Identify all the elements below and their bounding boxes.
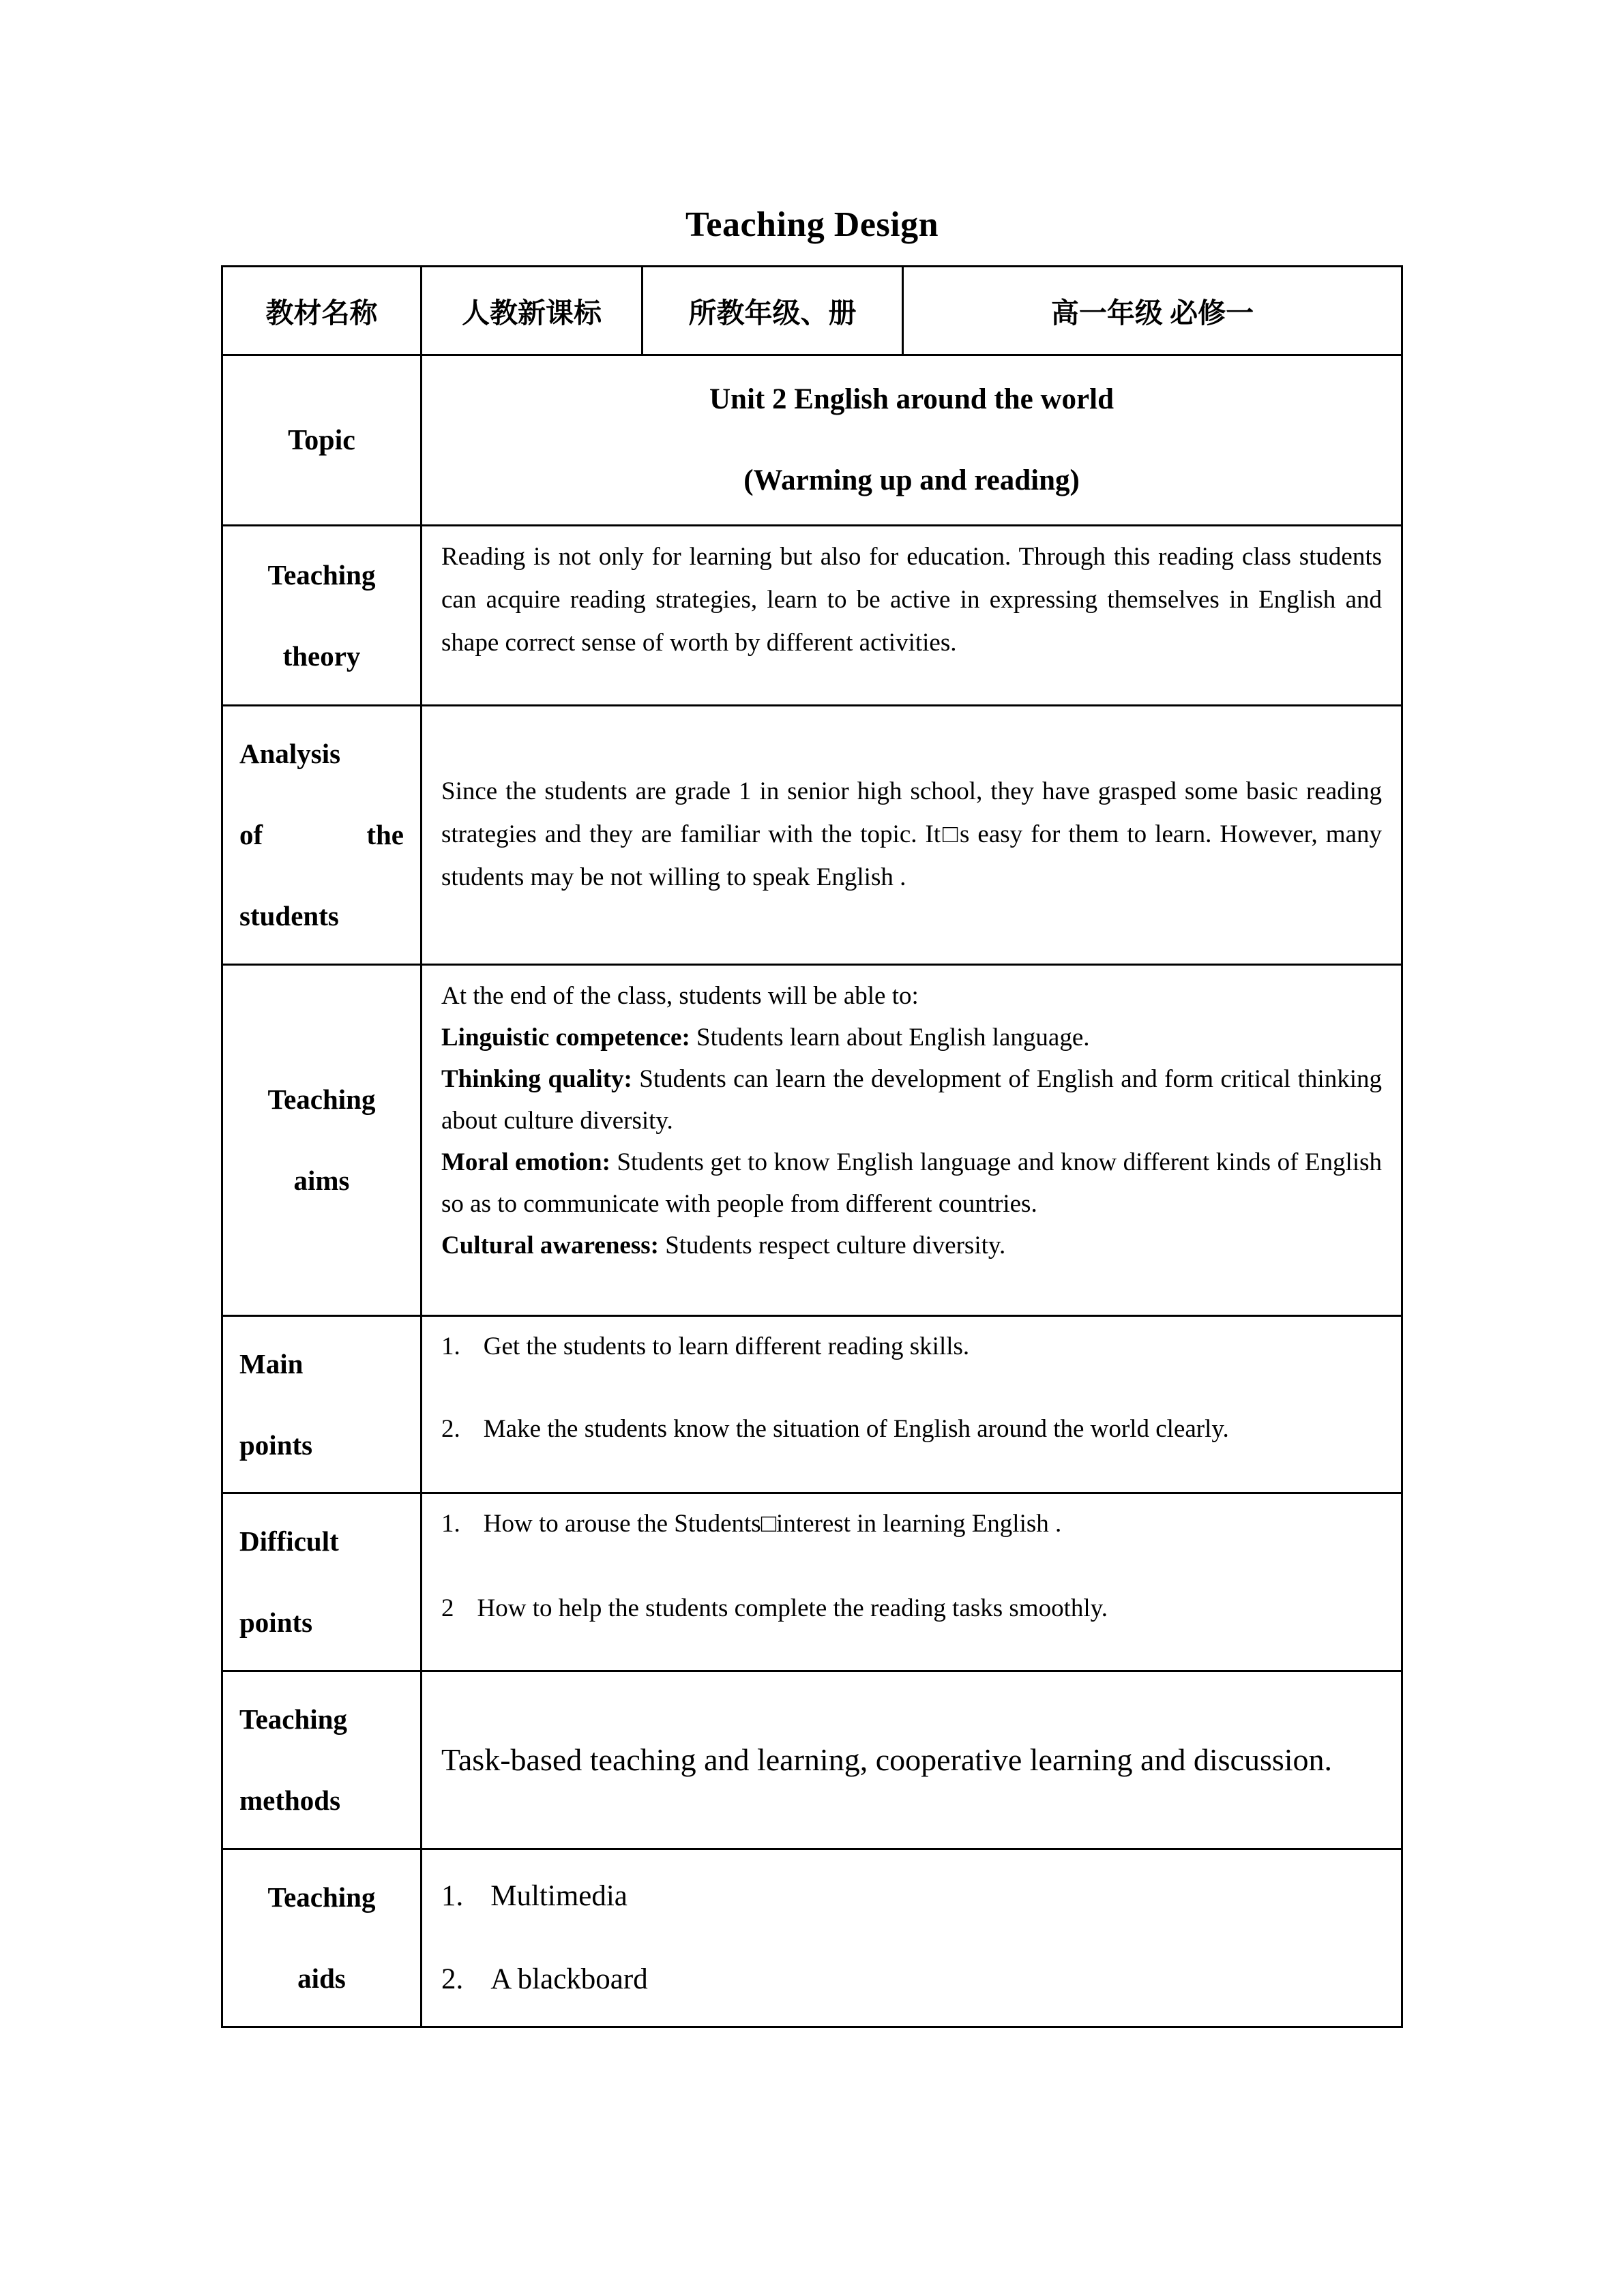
difficult-points-label-line-2: points [239, 1607, 313, 1639]
aims-item-moral-text: Students get to know English language and know different kinds of English so as to communicate with people from different countries. [441, 1148, 1382, 1218]
main-point-2-text: Make the students know the situation of English around the world clearly. [483, 1414, 1229, 1443]
difficult-point-1-number: 1. [441, 1510, 460, 1538]
table-row-teaching-theory [222, 526, 1402, 706]
cell-theory-content [422, 526, 1402, 706]
cell-topic-label: Topic [222, 355, 422, 526]
cell-main-points-label [222, 1315, 422, 1493]
aims-label-line-1: Teaching [267, 1083, 376, 1115]
theory-label-line-2: theory [282, 640, 361, 672]
table-row-teaching-aids [222, 1849, 1402, 2027]
cell-difficult-points-label [222, 1493, 422, 1671]
aims-item-moral [441, 1142, 1382, 1225]
cell-analysis-label [222, 706, 422, 965]
difficult-point-1-text: How to arouse the Students□interest in learning English . [483, 1510, 1062, 1538]
theory-paragraph: Reading is not only for learning but also for education. Through this reading class students can acquire reading strategies, learn to be active in expressing themselves in English and shape correct sense of worth by different activities. [441, 543, 1382, 657]
cell-aids-label [222, 1849, 422, 2027]
difficult-point-2-number: 2 [441, 1594, 454, 1622]
main-point-2 [441, 1409, 1382, 1449]
analysis-label-line-2 [239, 794, 404, 876]
cell-aims-label [222, 964, 422, 1315]
aids-label-line-1: Teaching [267, 1881, 376, 1913]
cell-difficult-points-content [422, 1493, 1402, 1671]
methods-label-line-1: Teaching [239, 1703, 347, 1735]
difficult-point-2-text: How to help the students complete the reading tasks smoothly. [477, 1594, 1108, 1622]
cell-grade-value: 高一年级 必修一 [903, 267, 1402, 355]
table-row-teaching-methods [222, 1671, 1402, 1849]
table-row-topic [222, 355, 1402, 526]
table-row-main-points [222, 1315, 1402, 1493]
aid-item-2-number: 2. [441, 1963, 464, 1995]
cell-textbook-name-value: 人教新课标 [422, 267, 643, 355]
topic-line-2: (Warming up and reading) [743, 464, 1080, 496]
aims-item-thinking-text: Students can learn the development of English and form critical thinking about culture diversity. [441, 1064, 1382, 1135]
difficult-points-label-line-1: Difficult [239, 1525, 339, 1557]
aids-label-line-2: aids [297, 1962, 346, 1994]
table-row-teaching-aims [222, 964, 1402, 1315]
analysis-paragraph: Since the students are grade 1 in senior high school, they have grasped some basic reading strategies and they are familiar with the topic. It□s easy for them to learn. However, many students may be not willing to speak English . [441, 777, 1382, 891]
aims-item-moral-heading: Moral emotion: [441, 1148, 610, 1176]
aims-item-linguistic-text: Students learn about English language. [690, 1023, 1090, 1052]
cell-aims-content [422, 964, 1402, 1315]
table-row-difficult-points [222, 1493, 1402, 1671]
aims-item-cultural-heading: Cultural awareness: [441, 1231, 659, 1259]
topic-line-1: Unit 2 English around the world [709, 383, 1114, 416]
aims-item-cultural-text: Students respect culture diversity. [658, 1231, 1006, 1259]
aid-item-1-number: 1. [441, 1879, 464, 1912]
aid-item-1 [441, 1876, 1382, 1917]
table-row-textbook [222, 267, 1402, 355]
cell-topic-content [422, 355, 1402, 526]
analysis-label-of: of [239, 818, 263, 850]
aims-intro: At the end of the class, students will be able to: [441, 981, 919, 1010]
cell-analysis-content [422, 706, 1402, 965]
methods-paragraph: Task-based teaching and learning, cooperative learning and discussion. [441, 1742, 1333, 1778]
table-row-analysis [222, 706, 1402, 965]
cell-methods-content [422, 1671, 1402, 1849]
difficult-point-1 [441, 1504, 1382, 1544]
aims-item-linguistic-heading: Linguistic competence: [441, 1023, 690, 1052]
aid-item-1-text: Multimedia [490, 1879, 628, 1912]
cell-methods-label [222, 1671, 422, 1849]
aims-item-cultural [441, 1225, 1382, 1266]
methods-label-line-2: methods [239, 1785, 341, 1817]
analysis-label-the: the [366, 818, 404, 850]
aims-item-thinking [441, 1058, 1382, 1142]
cell-aids-content [422, 1849, 1402, 2027]
cell-main-points-content [422, 1315, 1402, 1493]
cell-theory-label [222, 526, 422, 706]
document-title: Teaching Design [685, 205, 939, 244]
main-points-label-line-2: points [239, 1429, 313, 1461]
theory-label-line-1: Teaching [267, 558, 376, 591]
aid-item-2-text: A blackboard [490, 1963, 648, 1995]
cell-grade-label: 所教年级、册 [643, 267, 903, 355]
main-point-1-text: Get the students to learn different reading skills. [483, 1332, 970, 1360]
main-points-label-line-1: Main [239, 1347, 304, 1380]
main-point-1 [441, 1326, 1382, 1367]
cell-textbook-name-label: 教材名称 [222, 267, 422, 355]
aims-label-line-2: aims [293, 1164, 350, 1196]
teaching-design-table [221, 265, 1403, 2028]
analysis-label-line-3: students [239, 899, 339, 931]
aid-item-2 [441, 1959, 1382, 2000]
main-point-1-number: 1. [441, 1332, 460, 1360]
difficult-point-2 [441, 1588, 1382, 1628]
main-point-2-number: 2. [441, 1414, 460, 1443]
aims-item-linguistic [441, 1017, 1382, 1058]
analysis-label-line-1: Analysis [239, 738, 341, 769]
aims-item-thinking-heading: Thinking quality: [441, 1064, 632, 1093]
